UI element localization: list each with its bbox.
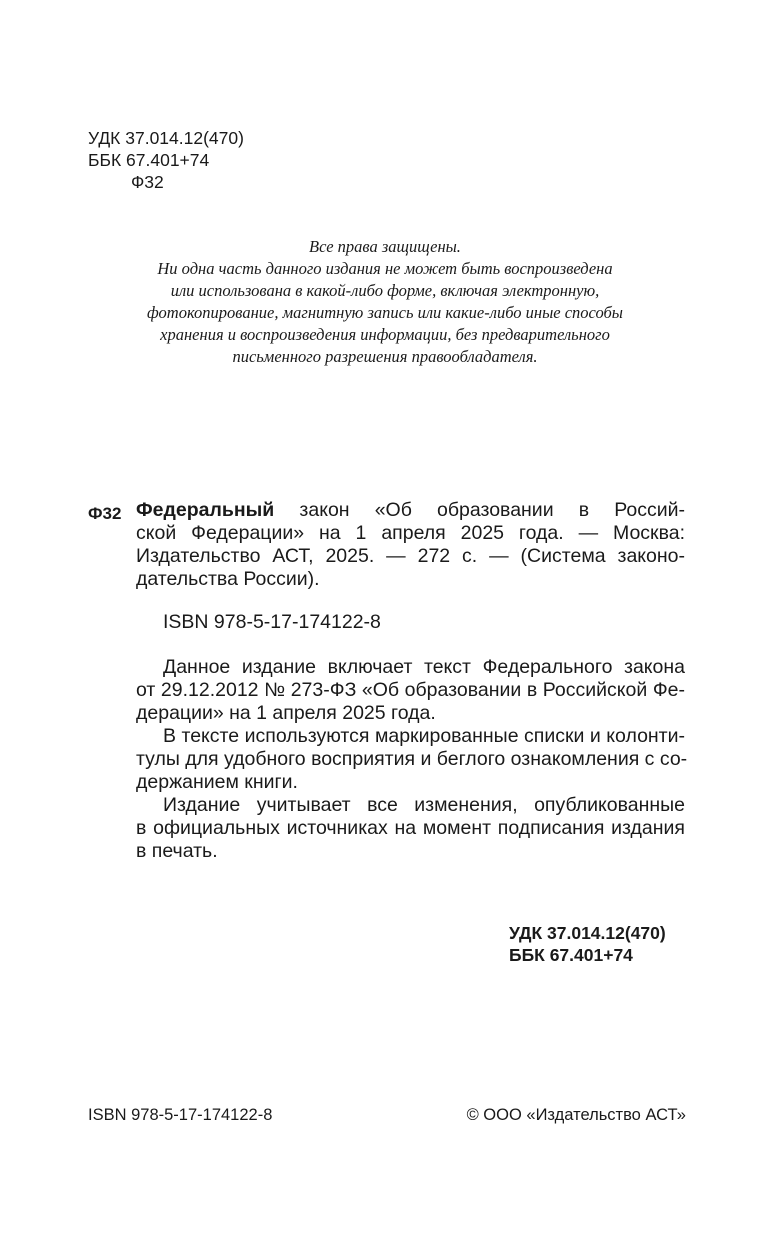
entry-line-2: ской Федерации» на 1 апреля 2025 года. — Москва: [136,522,685,544]
udk-code-bottom: УДК 37.014.12(470) [509,923,666,943]
rights-line: письменного разрешения правообладателя. [232,347,538,366]
author-mark-entry: Ф32 [88,504,122,523]
entry-line-1-rest: закон «Об образовании в Россий- [299,499,685,521]
entry-title-bold: Федеральный [136,499,275,521]
entry-line-3: Издательство АСТ, 2025. — 272 с. — (Система законо- [136,545,685,567]
annotation-p2-line: тулы для удобного восприятия и беглого ознакомления с со- [136,748,688,770]
author-mark-top: Ф32 [131,172,164,192]
bbk-code-bottom: ББК 67.401+74 [509,945,633,965]
annotation-p2-line: В тексте используются маркированные списки и колонти- [163,725,685,747]
entry-line-4: дательства России). [136,568,320,590]
isbn-main: ISBN 978-5-17-174122-8 [163,611,381,633]
rights-line: фотокопирование, магнитную запись или какие-либо иные способы [147,303,623,322]
annotation-p1-line: от 29.12.2012 № 273-ФЗ «Об образовании в Российской Фе- [136,679,685,701]
annotation-p2-line: держанием книги. [136,771,298,793]
udk-code-top: УДК 37.014.12(470) [88,128,244,148]
rights-line: Ни одна часть данного издания не может быть воспроизведена [157,259,613,278]
rights-notice [80,236,690,368]
rights-line: или использована в какой-либо форме, включая электронную, [170,281,600,300]
bbk-code-top: ББК 67.401+74 [88,150,210,170]
annotation-p3-line: в официальных источниках на момент подписания издания [136,817,685,839]
annotation-p1-line: дерации» на 1 апреля 2025 года. [136,702,436,724]
annotation-p3-line: в печать. [136,840,218,862]
annotation-p3-line: Издание учитывает все изменения, опубликованные [163,794,685,816]
footer-isbn: ISBN 978-5-17-174122-8 [88,1106,273,1124]
rights-line: Все права защищены. [309,237,461,256]
footer-copyright: © ООО «Издательство АСТ» [466,1106,686,1124]
entry-line-1 [136,499,685,522]
annotation-p1-line: Данное издание включает текст Федерального закона [163,656,685,678]
rights-line: хранения и воспроизведения информации, без предварительного [160,325,610,344]
